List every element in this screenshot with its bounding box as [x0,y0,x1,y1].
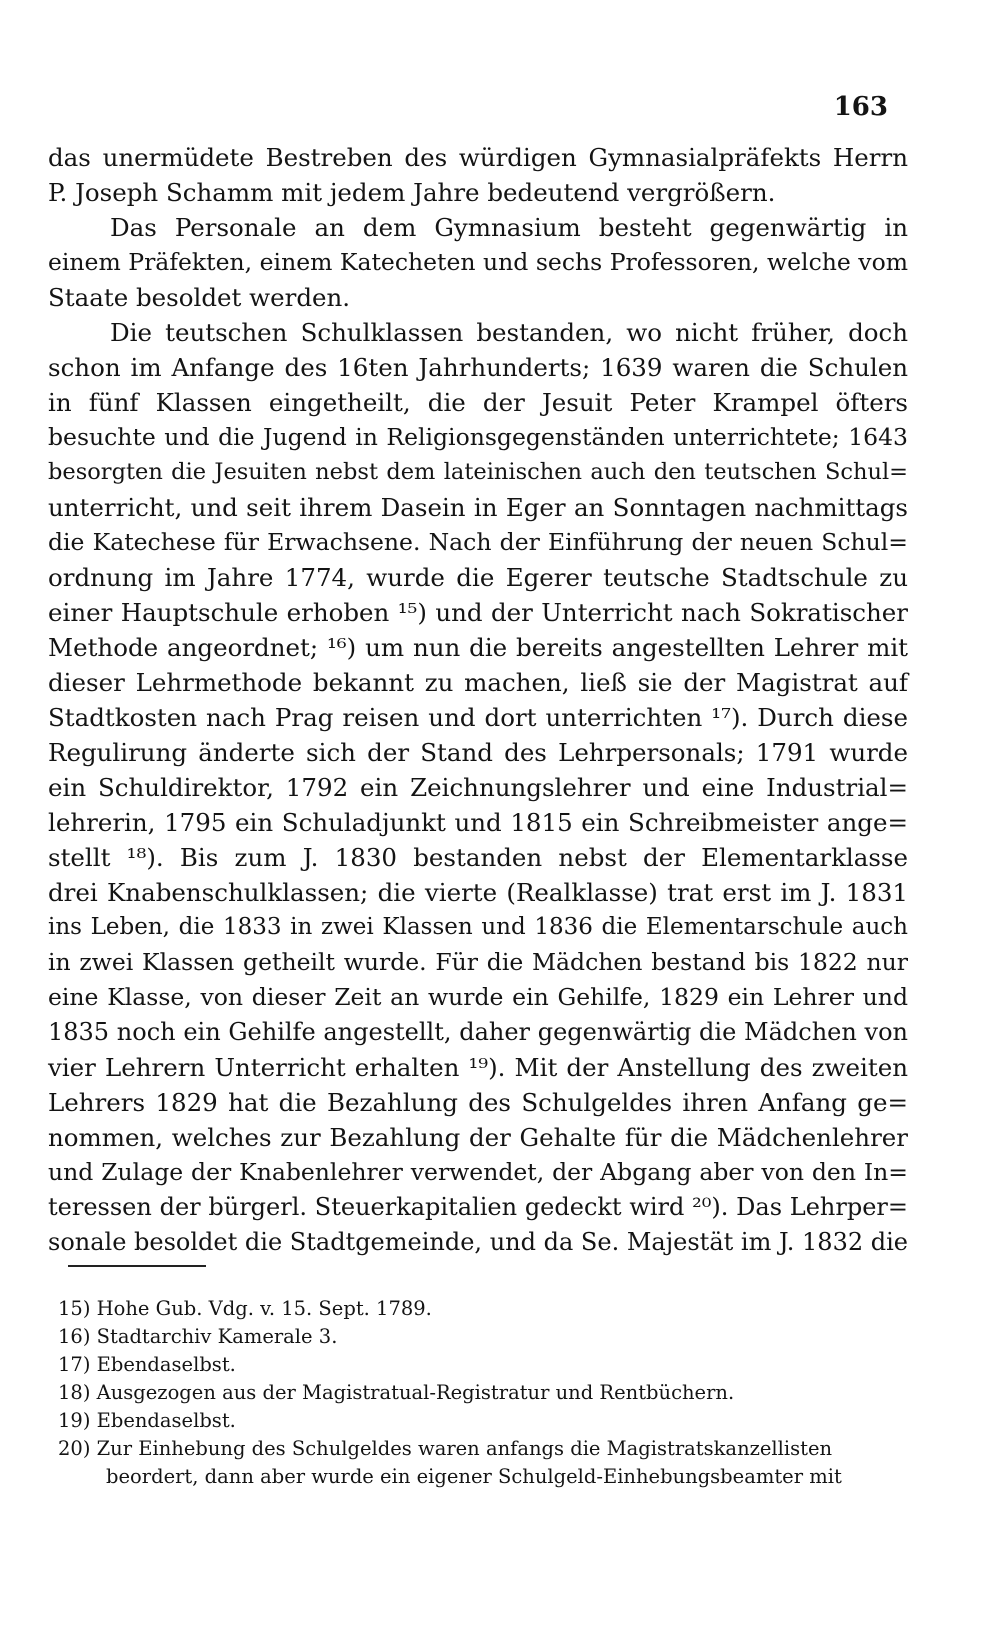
text-line: besorgten die Jesuiten nebst dem lateinischen auch den teutschen Schul= [48,459,908,485]
footnotes [58,1295,908,1491]
footnote-continuation: beordert, dann aber wurde ein eigener Schulgeld-Einhebungsbeamter mit [106,1465,842,1488]
text-line: nommen, welches zur Bezahlung der Gehalte für die Mädchenlehrer [48,1123,908,1152]
main-text [48,140,908,1260]
text-line: Stadtkosten nach Prag reisen und dort unterrichten ¹⁷). Durch diese [48,703,908,732]
text-line: in zwei Klassen getheilt wurde. Für die Mädchen bestand bis 1822 nur [48,948,908,976]
text-line: ordnung im Jahre 1774, wurde die Egerer teutsche Stadtschule zu [48,563,908,592]
footnote: 19) Ebendaselbst. [58,1409,236,1432]
text-line: besuchte und die Jugend in Religionsgegenständen unterrichtete; 1643 [48,423,908,451]
footnote: 20) Zur Einhebung des Schulgeldes waren anfangs die Magistratskanzellisten [58,1437,833,1460]
text-line: eine Klasse, von dieser Zeit an wurde ein Gehilfe, 1829 ein Lehrer und [48,983,908,1011]
text-line: einer Hauptschule erhoben ¹⁵) und der Unterricht nach Sokratischer [48,598,908,627]
text-line: Lehrers 1829 hat die Bezahlung des Schulgeldes ihren Anfang ge= [48,1088,908,1117]
text-line: Methode angeordnet; ¹⁶) um nun die bereits angestellten Lehrer mit [48,633,908,662]
page-number: 163 [833,92,888,122]
text-line: und Zulage der Knabenlehrer verwendet, der Abgang aber von den In= [48,1158,908,1186]
footnote: 15) Hohe Gub. Vdg. v. 15. Sept. 1789. [58,1297,432,1320]
text-line: ein Schuldirektor, 1792 ein Zeichnungslehrer und eine Industrial= [48,773,908,802]
text-line: P. Joseph Schamm mit jedem Jahre bedeutend vergrößern. [48,178,776,207]
footnote: 16) Stadtarchiv Kamerale 3. [58,1325,338,1348]
text-line: Regulirung änderte sich der Stand des Lehrpersonals; 1791 wurde [48,738,908,767]
text-line: dieser Lehrmethode bekannt zu machen, ließ sie der Magistrat auf [48,668,908,697]
text-line: Das Personale an dem Gymnasium besteht gegenwärtig in [110,213,908,242]
footnote: 18) Ausgezogen aus der Magistratual-Registratur und Rentbüchern. [58,1381,735,1404]
text-line: 1835 noch ein Gehilfe angestellt, daher gegenwärtig die Mädchen von [48,1018,908,1046]
text-line: Die teutschen Schulklassen bestanden, wo nicht früher, doch [110,318,908,347]
text-line: die Katechese für Erwachsene. Nach der Einführung der neuen Schul= [48,528,908,556]
text-line: in fünf Klassen eingetheilt, die der Jesuit Peter Krampel öfters [48,388,908,417]
text-line: schon im Anfange des 16ten Jahrhunderts; 1639 waren die Schulen [48,353,908,382]
text-line: das unermüdete Bestreben des würdigen Gymnasialpräfekts Herrn [48,143,908,172]
footnote: 17) Ebendaselbst. [58,1353,236,1376]
text-line: unterricht, und seit ihrem Dasein in Eger an Sonntagen nachmittags [48,493,908,522]
footnote-divider [68,1265,206,1267]
text-line: sonale besoldet die Stadtgemeinde, und da Se. Majestät im J. 1832 die [48,1228,908,1256]
text-line: ins Leben, die 1833 in zwei Klassen und 1836 die Elementarschule auch [48,914,908,940]
text-line: teressen der bürgerl. Steuerkapitalien gedeckt wird ²⁰). Das Lehrper= [48,1193,908,1221]
text-line: drei Knabenschulklassen; die vierte (Realklasse) trat erst im J. 1831 [48,878,908,907]
text-line: einem Präfekten, einem Katecheten und sechs Professoren, welche vom [48,248,908,276]
text-line: lehrerin, 1795 ein Schuladjunkt und 1815 ein Schreibmeister ange= [48,808,908,837]
text-line: vier Lehrern Unterricht erhalten ¹⁹). Mit der Anstellung des zweiten [48,1053,908,1082]
text-line: Staate besoldet werden. [48,283,351,312]
text-line: stellt ¹⁸). Bis zum J. 1830 bestanden nebst der Elementarklasse [48,843,908,872]
